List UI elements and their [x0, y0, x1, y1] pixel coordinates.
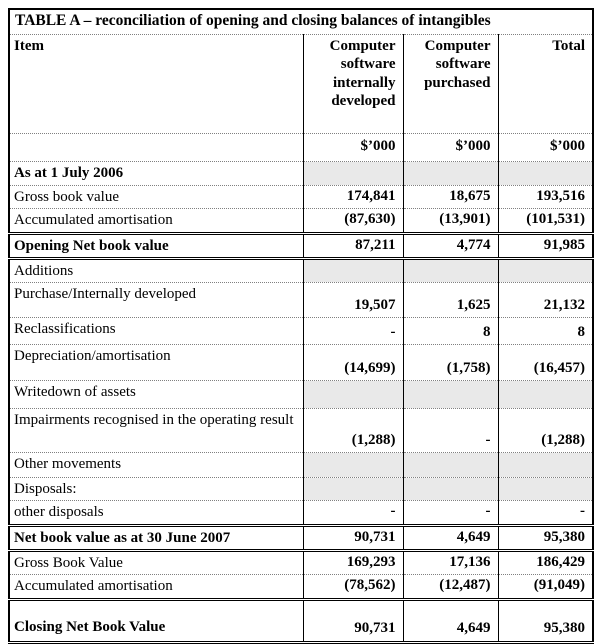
row-label: Additions	[9, 258, 303, 282]
value-cell	[403, 453, 498, 478]
table-row	[9, 233, 593, 258]
units-cell: $’000	[498, 134, 593, 162]
value-cell: 21,132	[498, 283, 593, 318]
row-label: Other movements	[9, 453, 303, 478]
units-row	[9, 134, 593, 162]
value-cell: 169,293	[303, 551, 403, 575]
row-label: Gross book value	[9, 186, 303, 209]
table-row	[9, 525, 593, 550]
value-cell	[303, 381, 403, 409]
column-header-row	[9, 35, 593, 134]
value-cell: 17,136	[403, 551, 498, 575]
value-cell: 1,625	[403, 283, 498, 318]
value-cell	[403, 478, 498, 501]
value-cell: (87,630)	[303, 209, 403, 233]
value-cell: 4,774	[403, 233, 498, 258]
row-label: Writedown of assets	[9, 381, 303, 409]
value-cell: 8	[403, 318, 498, 345]
value-cell: (12,487)	[403, 575, 498, 599]
row-label: Closing Net Book Value	[9, 599, 303, 642]
value-cell: -	[403, 409, 498, 453]
value-cell: (101,531)	[498, 209, 593, 233]
table-row	[9, 453, 593, 478]
value-cell	[403, 381, 498, 409]
value-cell	[498, 453, 593, 478]
table-row	[9, 345, 593, 381]
row-label: other disposals	[9, 501, 303, 525]
value-cell: -	[498, 501, 593, 525]
units-empty-cell	[9, 134, 303, 162]
row-label: Accumulated amortisation	[9, 209, 303, 233]
column-header-software-purchased: Computer software purchased	[403, 35, 498, 134]
table-row	[9, 318, 593, 345]
row-label: Gross Book Value	[9, 551, 303, 575]
value-cell: 95,380	[498, 525, 593, 550]
row-label: As at 1 July 2006	[9, 162, 303, 186]
table-row	[9, 478, 593, 501]
value-cell: -	[303, 501, 403, 525]
units-cell: $’000	[303, 134, 403, 162]
value-cell: 90,731	[303, 599, 403, 642]
value-cell: (16,457)	[498, 345, 593, 381]
value-cell: (1,288)	[303, 409, 403, 453]
value-cell: 95,380	[498, 599, 593, 642]
value-cell: 193,516	[498, 186, 593, 209]
value-cell: (91,049)	[498, 575, 593, 599]
value-cell: 19,507	[303, 283, 403, 318]
value-cell	[498, 258, 593, 282]
value-cell: (13,901)	[403, 209, 498, 233]
table-row	[9, 599, 593, 642]
table-row	[9, 258, 593, 282]
row-label: Reclassifications	[9, 318, 303, 345]
table-row	[9, 186, 593, 209]
units-cell: $’000	[403, 134, 498, 162]
row-label: Opening Net book value	[9, 233, 303, 258]
value-cell	[498, 162, 593, 186]
value-cell	[403, 258, 498, 282]
table-title-row	[9, 9, 593, 35]
table-row	[9, 283, 593, 318]
value-cell: 4,649	[403, 599, 498, 642]
value-cell: -	[403, 501, 498, 525]
value-cell	[498, 381, 593, 409]
value-cell	[498, 478, 593, 501]
value-cell: (1,288)	[498, 409, 593, 453]
value-cell	[303, 258, 403, 282]
value-cell	[303, 162, 403, 186]
column-header-item: Item	[9, 35, 303, 134]
value-cell: (78,562)	[303, 575, 403, 599]
column-header-total: Total	[498, 35, 593, 134]
value-cell: 87,211	[303, 233, 403, 258]
table-row	[9, 575, 593, 599]
table-row	[9, 209, 593, 233]
value-cell: 186,429	[498, 551, 593, 575]
value-cell: -	[303, 318, 403, 345]
row-label: Purchase/Internally developed	[9, 283, 303, 318]
value-cell: 174,841	[303, 186, 403, 209]
table-title: TABLE A – reconciliation of opening and closing balances of intangibles	[15, 12, 491, 30]
value-cell	[303, 478, 403, 501]
row-label: Accumulated amortisation	[9, 575, 303, 599]
row-label: Net book value as at 30 June 2007	[9, 525, 303, 550]
table-row	[9, 501, 593, 525]
value-cell: 4,649	[403, 525, 498, 550]
value-cell: 8	[498, 318, 593, 345]
column-header-software-internally-developed: Computer software internally developed	[303, 35, 403, 134]
value-cell: (14,699)	[303, 345, 403, 381]
row-label: Depreciation/amortisation	[9, 345, 303, 381]
value-cell	[403, 162, 498, 186]
value-cell: 90,731	[303, 525, 403, 550]
row-label: Disposals:	[9, 478, 303, 501]
table-row	[9, 409, 593, 453]
table-row	[9, 381, 593, 409]
table-body	[9, 162, 593, 643]
intangibles-reconciliation-table	[8, 8, 594, 644]
row-label: Impairments recognised in the operating result	[9, 409, 303, 453]
value-cell: 18,675	[403, 186, 498, 209]
table-row	[9, 162, 593, 186]
value-cell: (1,758)	[403, 345, 498, 381]
value-cell	[303, 453, 403, 478]
value-cell: 91,985	[498, 233, 593, 258]
table-row	[9, 551, 593, 575]
